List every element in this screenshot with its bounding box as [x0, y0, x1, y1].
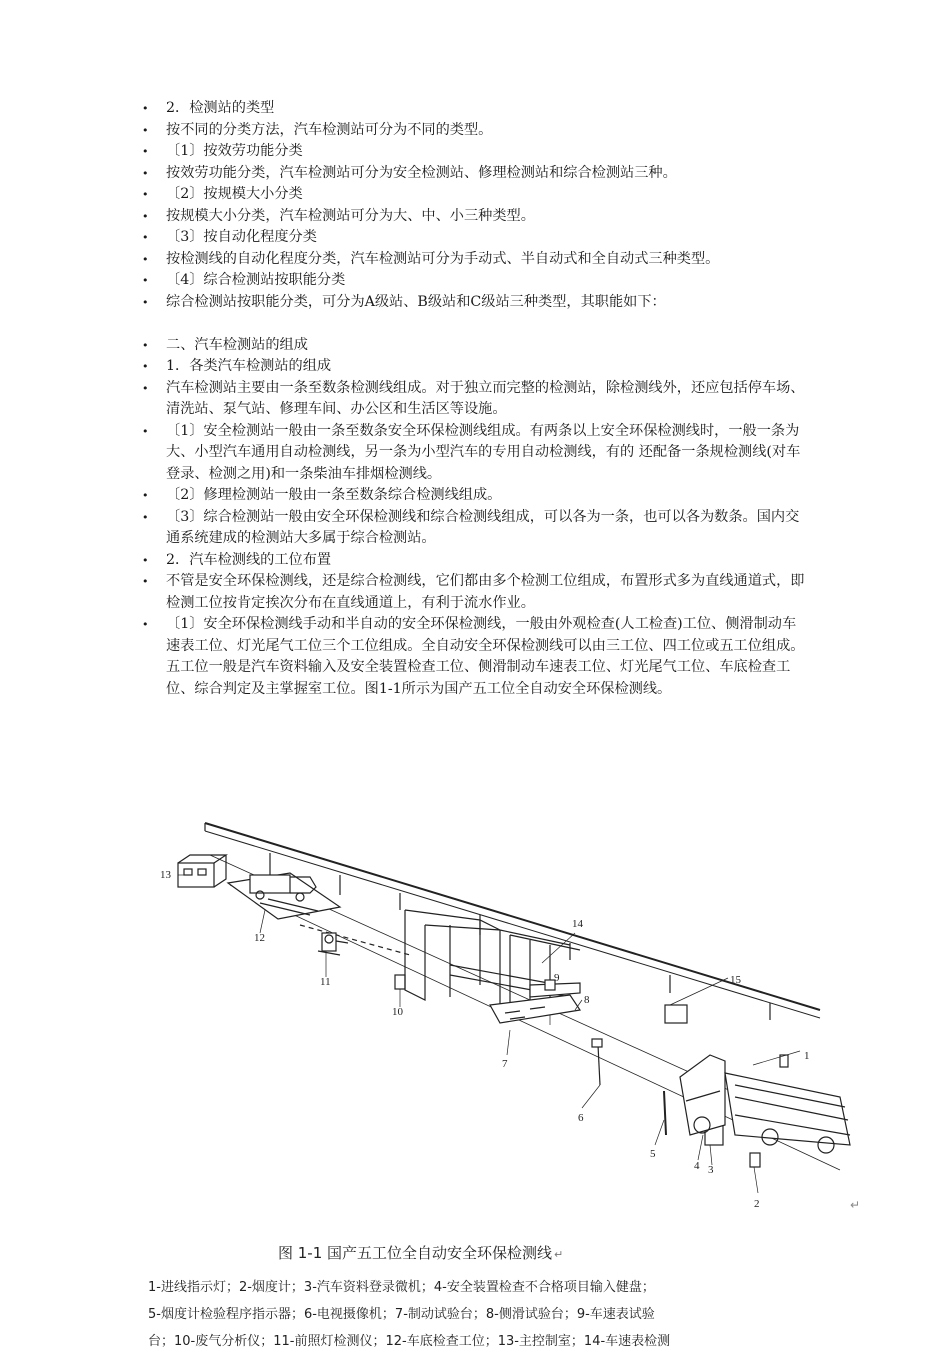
list-item-empty — [140, 313, 810, 335]
headlight-tester — [318, 933, 348, 955]
legend-line: 5-烟度计检验程序指示器；6-电视摄像机；7-制动试验台；8-侧滑试验台；9-车速表试验 — [148, 1307, 655, 1322]
list-item: • 按不同的分类方法，汽车检测站可分为不同的类型。 — [140, 120, 810, 142]
label-15: 15 — [730, 974, 741, 986]
figure-labels — [160, 869, 810, 1210]
list-item: • 〔4〕综合检测站按职能分类 — [140, 270, 810, 292]
label-3: 3 — [708, 1164, 714, 1176]
list-item: • 2．汽车检测线的工位布置 — [140, 550, 810, 572]
list-item: • 按效劳功能分类，汽车检测站可分为安全检测站、修理检测站和综合检测站三种。 — [140, 163, 810, 185]
label-12: 12 — [254, 932, 265, 944]
legend-line: 台；10-废气分析仪；11-前照灯检测仪；12-车底检查工位；13-主控制室；14-车速表检测 — [148, 1334, 671, 1349]
control-room — [178, 855, 226, 887]
label-10: 10 — [392, 1006, 403, 1018]
list-item: • 〔2〕按规模大小分类 — [140, 184, 810, 206]
list-item: • 〔3〕按自动化程度分类 — [140, 227, 810, 249]
list-item: • 2．检测站的类型 — [140, 98, 810, 120]
inspection-line-diagram — [150, 815, 870, 1215]
label-13: 13 — [160, 869, 171, 881]
label-5: 5 — [650, 1148, 656, 1160]
label-11: 11 — [320, 976, 331, 988]
label-2: 2 — [754, 1198, 760, 1210]
label-4: 4 — [694, 1160, 700, 1172]
list-item: • 〔1〕安全检测站一般由一条至数条安全环保检测线组成。有两条以上安全环保检测线时，一般一条为大、小型汽车通用自动检测线，另一条为小型汽车的专用自动检测线，有的 还配备一条规检测线(对车登录、检测之用)和一条柴油车排烟检测线。 — [140, 421, 810, 486]
list-item: • 〔1〕安全环保检测线手动和半自动的安全环保检测线，一般由外观检查(人工检查)工位、侧滑制动车速表工位、灯光尾气工位三个工位组成。全自动安全环保检测线可以由三工位、四工位或五工位组成。五工位一般是汽车资料输入及安全装置检查工位、侧滑制动车速表工位、灯光尾气工位、车底检查工位、综合判定及主掌握室工位。图1-1所示为国产五工位全自动安全环保检测线。 — [140, 614, 810, 700]
list-item: • 〔1〕按效劳功能分类 — [140, 141, 810, 163]
label-9: 9 — [554, 972, 560, 984]
figure-legend — [148, 1274, 788, 1355]
list-item: • 按规模大小分类，汽车检测站可分为大、中、小三种类型。 — [140, 206, 810, 228]
figure-caption — [278, 1242, 563, 1263]
list-item: • 综合检测站按职能分类，可分为A级站、B级站和C级站三种类型，其职能如下： — [140, 292, 810, 314]
gas-analyzer — [395, 975, 405, 989]
list-item: • 汽车检测站主要由一条至数条检测线组成。对于独立而完整的检测站，除检测线外，还应包括停车场、清洗站、泵气站、修理车间、办公区和生活区等设施。 — [140, 378, 810, 421]
list-item: • 〔2〕修理检测站一般由一条至数条综合检测线组成。 — [140, 485, 810, 507]
caption-mark: ↵ — [554, 1248, 564, 1261]
label-8: 8 — [584, 994, 590, 1006]
label-14: 14 — [572, 918, 583, 930]
camera-post — [592, 1039, 602, 1085]
legend-line: 1-进线指示灯；2-烟度计；3-汽车资料登录微机；4-安全装置检查不合格项目输入健盘； — [148, 1280, 655, 1295]
list-item: • 不管是安全环保检测线，还是综合检测线，它们都由多个检测工位组成，布置形式多为直线通道式，即检测工位按肯定挨次分布在直线通道上，有利于流水作业。 — [140, 571, 810, 614]
caption-title: 图 1-1 国产五工位全自动安全环保检测线 — [278, 1244, 553, 1262]
list-item: • 〔3〕综合检测站一般由安全环保检测线和综合检测线组成，可以各为一条，也可以各为数条。国内交通系统建成的检测站大多属于综合检测站。 — [140, 507, 810, 550]
label-7: 7 — [502, 1058, 508, 1070]
underbody-pit — [228, 873, 340, 919]
label-1: 1 — [804, 1050, 810, 1062]
overhead-rail — [205, 823, 820, 1020]
list-item: • 1．各类汽车检测站的组成 — [140, 356, 810, 378]
body-bullet-list — [140, 98, 810, 700]
paragraph-mark: ↵ — [850, 1198, 861, 1212]
label-6: 6 — [578, 1112, 584, 1124]
list-item: • 按检测线的自动化程度分类，汽车检测站可分为手动式、半自动式和全自动式三种类型。 — [140, 249, 810, 271]
list-item: • 二、汽车检测站的组成 — [140, 335, 810, 357]
